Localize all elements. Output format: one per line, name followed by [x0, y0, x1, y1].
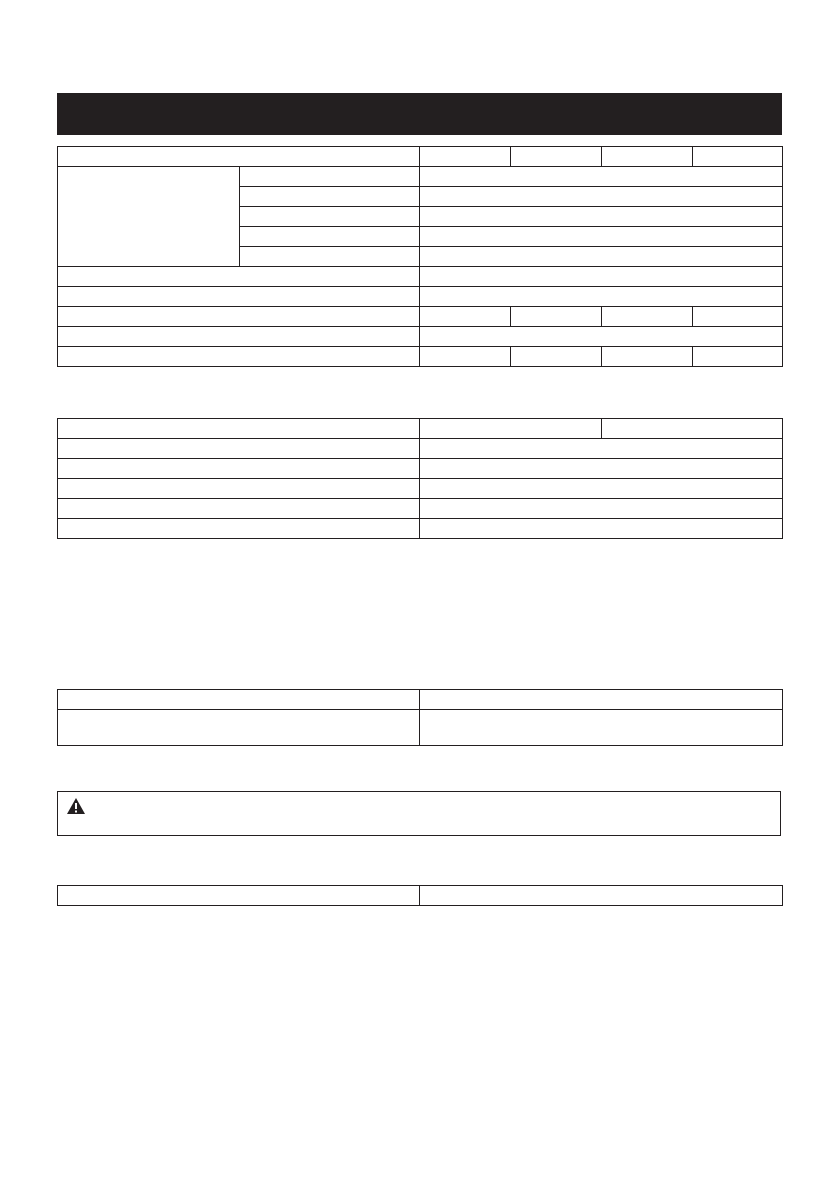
- warning-triangle-icon: [66, 797, 86, 815]
- model-header-label: [58, 147, 420, 167]
- table-row: [58, 287, 783, 307]
- row-value: [420, 886, 783, 906]
- table-row: [58, 886, 783, 906]
- group-label-cell: [58, 167, 240, 267]
- sub-row-value: [420, 167, 783, 187]
- table-row: [58, 499, 783, 519]
- header-cell: [420, 419, 602, 439]
- row-value: [420, 287, 783, 307]
- sub-row-label: [240, 227, 420, 247]
- specifications-table: [57, 146, 783, 367]
- row-label: [58, 347, 420, 367]
- row-label: [58, 710, 420, 746]
- model-header-cell: [511, 147, 602, 167]
- vibration-table: [57, 885, 783, 906]
- row-label: [58, 327, 420, 347]
- row-model-value: [511, 307, 602, 327]
- sub-row-label: [240, 187, 420, 207]
- sub-row-label: [240, 207, 420, 227]
- sub-row-label: [240, 167, 420, 187]
- header-cell: [602, 419, 783, 439]
- header-label: [58, 419, 420, 439]
- row-value: [420, 459, 783, 479]
- table-row: [58, 419, 783, 439]
- battery-table: [57, 418, 783, 539]
- row-label: [58, 519, 420, 539]
- row-value: [420, 439, 783, 459]
- row-label: [58, 287, 420, 307]
- row-value: [420, 690, 783, 710]
- row-model-value: [602, 347, 693, 367]
- table-row: [58, 267, 783, 287]
- row-label: [58, 267, 420, 287]
- sub-row-label: [240, 247, 420, 267]
- row-value: [420, 499, 783, 519]
- table-row: [58, 439, 783, 459]
- row-value: [420, 267, 783, 287]
- sub-row-value: [420, 247, 783, 267]
- model-header-cell: [420, 147, 511, 167]
- table-row: [58, 690, 783, 710]
- table-row: [58, 347, 783, 367]
- row-label: [58, 499, 420, 519]
- row-label: [58, 439, 420, 459]
- warning-box: [57, 791, 781, 836]
- noise-table: [57, 689, 783, 746]
- table-row: [58, 519, 783, 539]
- sub-row-value: [420, 227, 783, 247]
- table-row: [58, 327, 783, 347]
- row-model-value: [420, 347, 511, 367]
- row-model-value: [602, 307, 693, 327]
- row-model-value: [693, 307, 783, 327]
- sub-row-value: [420, 207, 783, 227]
- row-value: [420, 327, 783, 347]
- row-model-value: [511, 347, 602, 367]
- row-model-value: [420, 307, 511, 327]
- sub-row-value: [420, 187, 783, 207]
- table-row: [58, 479, 783, 499]
- section-title-bar: [57, 93, 782, 135]
- row-model-value: [693, 347, 783, 367]
- model-header-cell: [602, 147, 693, 167]
- row-value: [420, 519, 783, 539]
- row-label: [58, 479, 420, 499]
- table-row: [58, 459, 783, 479]
- row-label: [58, 459, 420, 479]
- row-label: [58, 886, 420, 906]
- row-label: [58, 307, 420, 327]
- row-value: [420, 479, 783, 499]
- row-value: [420, 710, 783, 746]
- table-row: [58, 167, 783, 187]
- table-row: [58, 147, 783, 167]
- table-row: [58, 307, 783, 327]
- model-header-cell: [693, 147, 783, 167]
- row-label: [58, 690, 420, 710]
- table-row: [58, 710, 783, 746]
